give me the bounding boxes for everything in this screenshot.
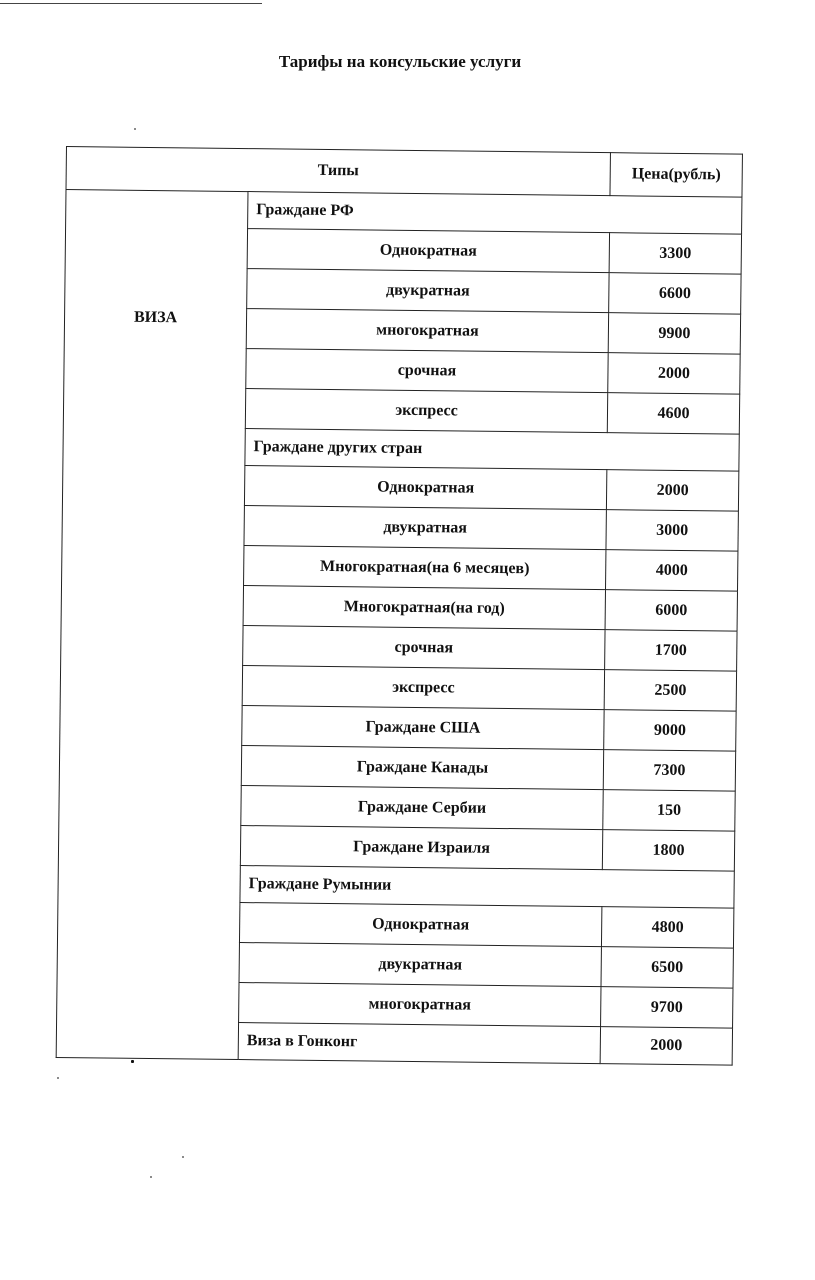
hongkong-label: Виза в Гонконг xyxy=(238,1023,600,1064)
service-label: Граждане Израиля xyxy=(240,826,602,870)
service-label: двукратная xyxy=(244,506,606,550)
service-label: многократная xyxy=(239,983,601,1027)
service-price: 1800 xyxy=(602,830,734,871)
service-label: срочная xyxy=(246,349,608,393)
service-label: экспресс xyxy=(242,666,604,710)
service-price: 4600 xyxy=(607,393,739,434)
service-price: 3000 xyxy=(606,510,738,551)
service-label: Граждане Канады xyxy=(241,746,603,790)
service-price: 2500 xyxy=(604,670,736,711)
service-label: Однократная xyxy=(244,466,606,510)
service-price: 9700 xyxy=(601,987,733,1028)
service-label: экспресс xyxy=(245,389,607,433)
group-label: Граждане РФ xyxy=(248,192,742,235)
service-label: Граждане США xyxy=(242,706,604,750)
service-price: 6600 xyxy=(609,273,741,314)
scan-artifact-line xyxy=(0,3,262,4)
service-price: 2000 xyxy=(606,470,738,511)
scan-speck xyxy=(57,1077,59,1079)
service-label: двукратная xyxy=(247,269,609,313)
page-title: Тарифы на консульские услуги xyxy=(278,52,522,71)
service-price: 4800 xyxy=(601,907,733,948)
service-price: 9900 xyxy=(608,313,740,354)
service-price: 3300 xyxy=(609,233,741,274)
hongkong-price: 2000 xyxy=(600,1027,732,1065)
group-label: Граждане Румынии xyxy=(240,866,734,909)
service-label: Многократная(на 6 месяцев) xyxy=(244,546,606,590)
service-price: 1700 xyxy=(605,630,737,671)
scan-speck xyxy=(131,1060,134,1063)
service-price: 6500 xyxy=(601,947,733,988)
service-label: двукратная xyxy=(239,943,601,987)
service-price: 150 xyxy=(603,790,735,831)
table-header-row xyxy=(66,147,742,198)
service-label: Однократная xyxy=(239,903,601,947)
service-price: 2000 xyxy=(608,353,740,394)
service-label: Многократная(на год) xyxy=(243,586,605,630)
service-label: Однократная xyxy=(247,229,609,273)
service-price: 7300 xyxy=(603,750,735,791)
scan-speck xyxy=(150,1176,152,1178)
service-label: многократная xyxy=(246,309,608,353)
header-type: Типы xyxy=(66,147,610,196)
header-price: Цена(рубль) xyxy=(610,153,742,197)
service-label: срочная xyxy=(243,626,605,670)
service-price: 9000 xyxy=(604,710,736,751)
scan-speck xyxy=(134,128,136,130)
tariff-table xyxy=(56,146,743,1066)
group-row xyxy=(66,190,742,235)
category-cell: ВИЗА xyxy=(56,190,248,1060)
group-label: Граждане других стран xyxy=(245,429,739,472)
scan-speck xyxy=(182,1156,184,1158)
service-price: 4000 xyxy=(606,550,738,591)
service-price: 6000 xyxy=(605,590,737,631)
service-label: Граждане Сербии xyxy=(241,786,603,830)
